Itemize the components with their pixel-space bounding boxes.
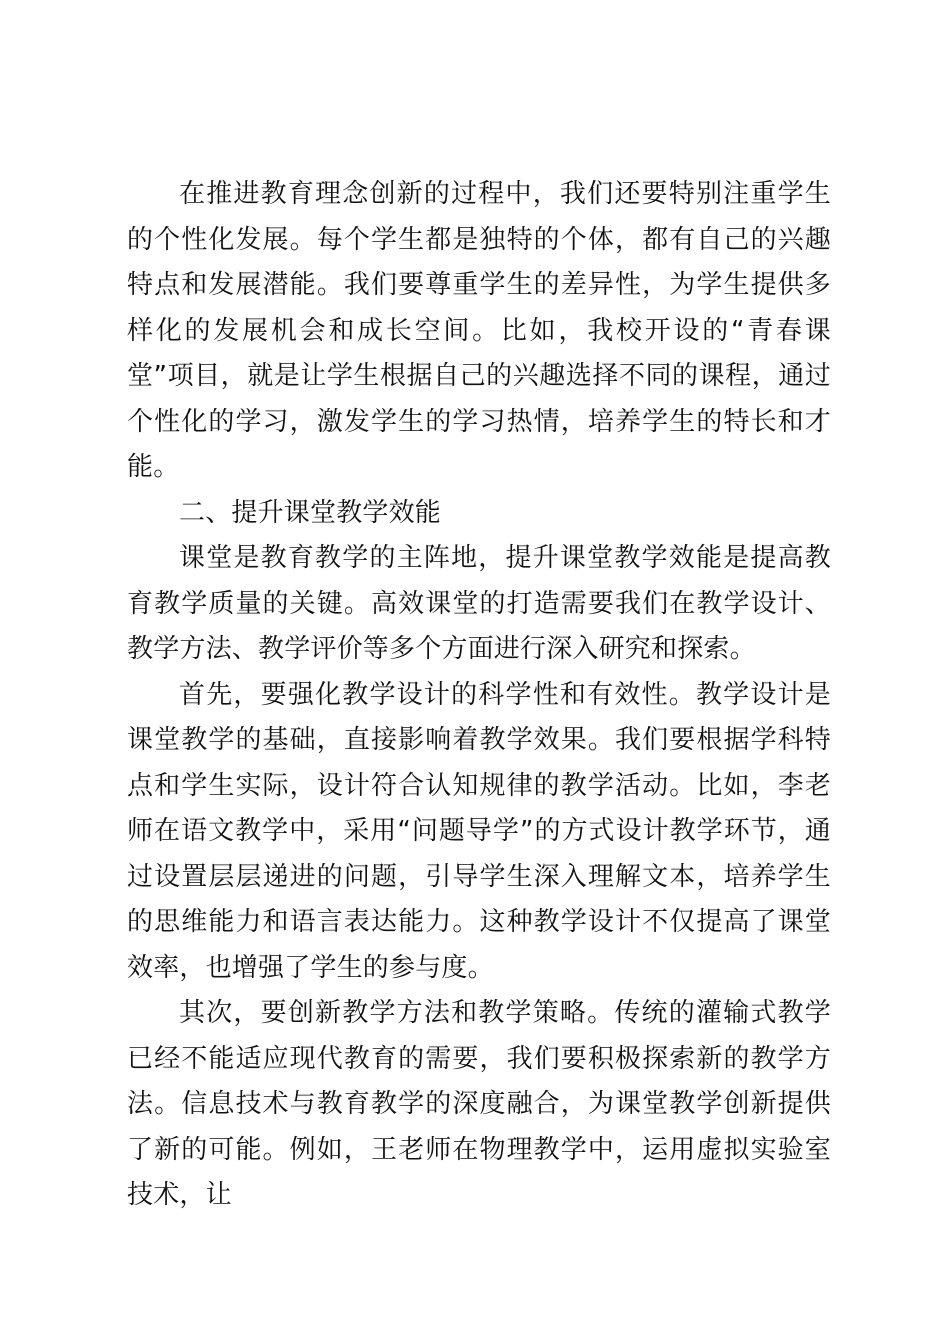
paragraph-teaching-design: 首先，要强化教学设计的科学性和有效性。教学设计是课堂教学的基础，直接影响着教学效果。我们要根据学科特点和学生实际，设计符合认知规律的教学活动。比如，李老师在语文教学中，采用“问题导学”的方式设计教学环节，通过设置层层递进的问题，引导学生深入理解文本，培养学生的思维能力和语言表达能力。这种教学设计不仅提高了课堂效率，也增强了学生的参与度。 [127, 679, 831, 983]
paragraph-teaching-methods: 其次，要创新教学方法和教学策略。传统的灌输式教学已经不能适应现代教育的需要，我们要积极探索新的教学方法。信息技术与教育教学的深度融合，为课堂教学创新提供了新的可能。例如，王老师在物理教学中，运用虚拟实验室技术，让 [127, 998, 831, 1210]
document-body [127, 172, 831, 1219]
section-heading-classroom-efficiency: 二、提升课堂教学效能 [179, 497, 442, 528]
paragraph-personalized-development: 在推进教育理念创新的过程中，我们还要特别注重学生的个性化发展。每个学生都是独特的个体，都有自己的兴趣特点和发展潜能。我们要尊重学生的差异性，为学生提供多样化的发展机会和成长空间。比如，我校开设的“青春课堂”项目，就是让学生根据自己的兴趣选择不同的课程，通过个性化的学习，激发学生的学习热情，培养学生的特长和才能。 [127, 179, 831, 482]
paragraph-classroom-main-position: 课堂是教育教学的主阵地，提升课堂教学效能是提高教育教学质量的关键。高效课堂的打造需要我们在教学设计、教学方法、教学评价等多个方面进行深入研究和探索。 [127, 543, 831, 664]
